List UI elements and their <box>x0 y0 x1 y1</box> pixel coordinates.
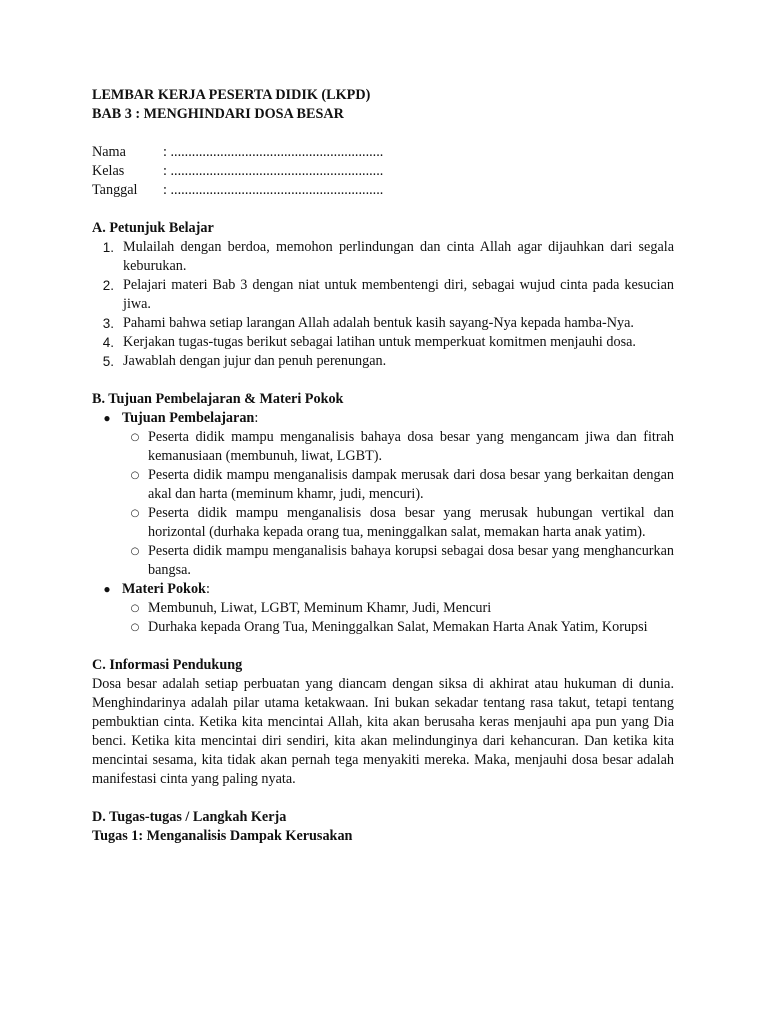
list-item-text: Pahami bahwa setiap larangan Allah adalah bentuk kasih sayang-Nya kepada hamba-Nya. <box>123 315 634 331</box>
list-item-text: Kerjakan tugas-tugas berikut sebagai latihan untuk memperkuat komitmen menjauhi dosa. <box>123 334 636 350</box>
identity-label: Tanggal <box>92 182 138 198</box>
sub-list-item-text: Peserta didik mampu menganalisis bahaya dosa besar yang mengancam jiwa dan fitrah kemanusiaan (membunuh, liwat, LGBT). <box>148 429 674 464</box>
list-item <box>92 238 674 276</box>
sub-list-item-text: Peserta didik mampu menganalisis dampak merusak dari dosa besar yang berkaitan dengan akal dan harta (meminum khamr, judi, mencuri). <box>148 467 674 502</box>
sub-list-item <box>92 618 674 637</box>
sub-list-item <box>92 542 674 580</box>
document-subtitle: BAB 3 : MENGHINDARI DOSA BESAR <box>92 106 344 122</box>
identity-field[interactable]: : ............................................................ <box>163 163 384 179</box>
bullet-icon: ● <box>103 582 111 596</box>
document-title: LEMBAR KERJA PESERTA DIDIK (LKPD) <box>92 87 371 103</box>
bullet-icon: ● <box>103 411 111 425</box>
list-item <box>92 333 674 352</box>
list-number: 1. <box>102 240 114 255</box>
list-number: 4. <box>102 335 114 350</box>
identity-field[interactable]: : ............................................................ <box>163 182 384 198</box>
sub-list-item <box>92 599 674 618</box>
section-a-list <box>92 238 674 371</box>
sub-list-item <box>92 466 674 504</box>
sub-list-item-text: Durhaka kepada Orang Tua, Meninggalkan Salat, Memakan Harta Anak Yatim, Korupsi <box>148 619 648 635</box>
circle-bullet-icon: ○ <box>130 508 140 519</box>
list-number: 5. <box>102 354 114 369</box>
sub-list-item-text: Peserta didik mampu menganalisis dosa besar yang merusak hubungan vertikal dan horizontal (durhaka kepada orang tua, meninggalkan salat, memakan harta anak yatim). <box>148 505 674 540</box>
materi-label: Materi Pokok <box>122 581 206 597</box>
identity-label: Nama <box>92 144 126 160</box>
section-c-paragraph: Dosa besar adalah setiap perbuatan yang diancam dengan siksa di akhirat atau hukuman di dunia. Menghindarinya adalah pilar utama ketakwaan. Ini bukan sekadar tentang rasa takut, tetapi tentang pembuktian cinta. Ketika kita mencintai Allah, kita akan berusaha keras menjauhi apa pun yang Dia benci. Ketika kita mencintai diri sendiri, kita akan melindunginya dari kehancuran. Dan ketika kita mencintai sesama, kita tidak akan pernah tega menyakiti mereka. Maka, menjauhi dosa besar adalah manifestasi cinta yang paling nyata. <box>92 676 674 787</box>
circle-bullet-icon: ○ <box>130 470 140 481</box>
identity-field[interactable]: : ............................................................ <box>163 144 384 160</box>
task-1-heading: Tugas 1: Menganalisis Dampak Kerusakan <box>92 828 353 844</box>
sub-list-item <box>92 504 674 542</box>
tujuan-label: Tujuan Pembelajaran <box>122 410 255 426</box>
identity-block <box>92 143 674 200</box>
bullet-item-tujuan: ● Tujuan Pembelajaran: <box>92 409 674 428</box>
circle-bullet-icon: ○ <box>130 603 140 614</box>
circle-bullet-icon: ○ <box>130 432 140 443</box>
list-item <box>92 314 674 333</box>
section-a-heading: A. Petunjuk Belajar <box>92 220 214 236</box>
list-item <box>92 352 674 371</box>
list-item <box>92 276 674 314</box>
circle-bullet-icon: ○ <box>130 622 140 633</box>
identity-row-nama <box>92 143 674 162</box>
list-number: 2. <box>102 278 114 293</box>
sub-list-item-text: Membunuh, Liwat, LGBT, Meminum Khamr, Judi, Mencuri <box>148 600 492 616</box>
section-b-heading: B. Tujuan Pembelajaran & Materi Pokok <box>92 391 344 407</box>
section-c-heading: C. Informasi Pendukung <box>92 657 243 673</box>
identity-label: Kelas <box>92 163 125 179</box>
identity-row-kelas <box>92 162 674 181</box>
list-item-text: Pelajari materi Bab 3 dengan niat untuk membentengi diri, sebagai wujud cinta pada kesucian jiwa. <box>123 277 674 312</box>
list-item-text: Mulailah dengan berdoa, memohon perlindungan dan cinta Allah agar dijauhkan dari segala keburukan. <box>123 239 674 274</box>
sub-list-item <box>92 428 674 466</box>
document-content <box>92 86 674 846</box>
bullet-item-materi: ● Materi Pokok: <box>92 580 674 599</box>
list-item-text: Jawablah dengan jujur dan penuh perenungan. <box>123 353 387 369</box>
section-d-heading: D. Tugas-tugas / Langkah Kerja <box>92 809 287 825</box>
sub-list-item-text: Peserta didik mampu menganalisis bahaya korupsi sebagai dosa besar yang menghancurkan bangsa. <box>148 543 674 578</box>
circle-bullet-icon: ○ <box>130 546 140 557</box>
list-number: 3. <box>102 316 114 331</box>
identity-row-tanggal <box>92 181 674 200</box>
